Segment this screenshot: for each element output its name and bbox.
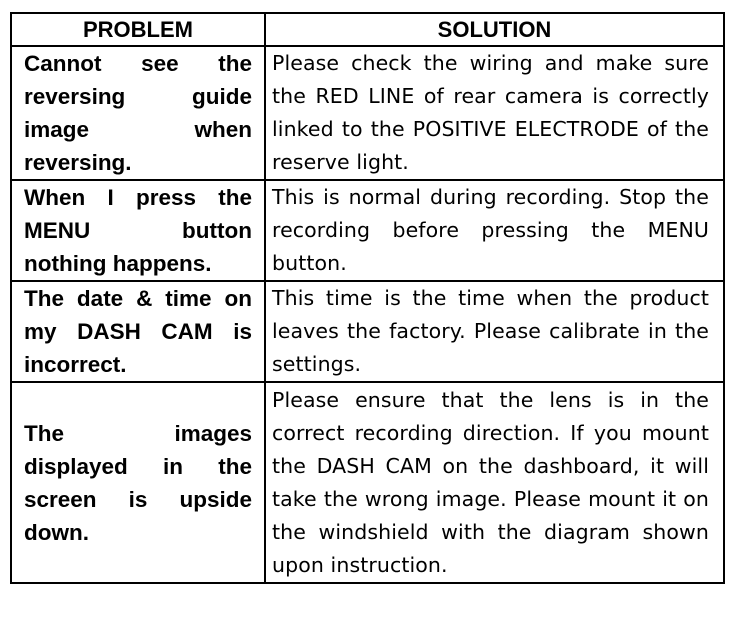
problem-cell: The date & time on my DASH CAM is incorrect. <box>11 281 265 382</box>
problem-cell: When I press the MENU button nothing happens. <box>11 180 265 281</box>
problem-cell: The images displayed in the screen is upside down. <box>11 382 265 583</box>
troubleshooting-table <box>10 12 725 584</box>
table-row <box>11 46 724 180</box>
table-row <box>11 382 724 583</box>
header-row <box>11 13 724 46</box>
table-row <box>11 281 724 382</box>
solution-header: SOLUTION <box>265 13 724 46</box>
solution-cell: Please check the wiring and make sure the RED LINE of rear camera is correctly linked to the POSITIVE ELECTRODE of the reserve light. <box>265 46 724 180</box>
problem-cell: Cannot see the reversing guide image when reversing. <box>11 46 265 180</box>
solution-cell: This time is the time when the product leaves the factory. Please calibrate in the settings. <box>265 281 724 382</box>
solution-cell: Please ensure that the lens is in the correct recording direction. If you mount the DASH CAM on the dashboard, it will take the wrong image. Please mount it on the windshield with the diagram shown upon instruction. <box>265 382 724 583</box>
solution-cell: This is normal during recording. Stop the recording before pressing the MENU button. <box>265 180 724 281</box>
table-row <box>11 180 724 281</box>
problem-header: PROBLEM <box>11 13 265 46</box>
